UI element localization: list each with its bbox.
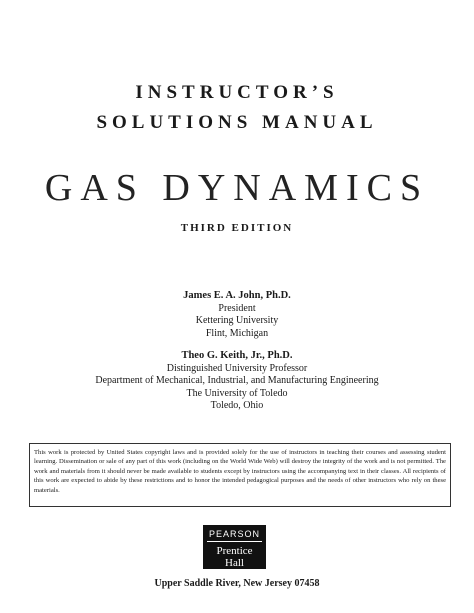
- author-block-1: [0, 290, 474, 340]
- edition-label: THIRD EDITION: [180, 222, 294, 234]
- author-title: Distinguished University Professor: [166, 362, 308, 374]
- author-block-2: [0, 350, 474, 413]
- pearson-prentice-hall-logo: [203, 525, 266, 569]
- manual-heading-line2: SOLUTIONS MANUAL: [96, 112, 378, 133]
- author-affiliation: Kettering University: [195, 315, 279, 326]
- author-name: James E. A. John, Ph.D.: [183, 290, 291, 301]
- author-location: Flint, Michigan: [205, 327, 269, 339]
- logo-imprint-line1: Prentice: [216, 545, 253, 557]
- author-name: Theo G. Keith, Jr., Ph.D.: [181, 350, 293, 361]
- book-title: GAS DYNAMICS: [44, 167, 430, 209]
- author-affiliation: The University of Toledo: [186, 387, 288, 399]
- publisher-address: Upper Saddle River, New Jersey 07458: [154, 578, 320, 589]
- manual-heading-line1: INSTRUCTOR’S: [135, 82, 339, 103]
- author-location: Toledo, Ohio: [210, 400, 264, 411]
- author-department: Department of Mechanical, Industrial, and Manufacturing Engineering: [95, 375, 379, 386]
- logo-brand: PEARSON: [207, 525, 262, 542]
- logo-imprint-line2: Hall: [225, 557, 244, 569]
- author-title: President: [218, 302, 256, 314]
- copyright-notice: This work is protected by United States copyright laws and is provided solely for the use of instructors in teaching their courses and assessing student learning. Dissemination or sale of any part of this work (including on the World Wide Web) will destroy the integrity of the work and is not permitted. The work and materials from it should never be made available to students except by instructors using the accompanying text in their classes. All recipients of this work are expected to abide by these restrictions and to honor the intended pedagogical purposes and the needs of other instructors who rely on these materials.: [29, 443, 451, 507]
